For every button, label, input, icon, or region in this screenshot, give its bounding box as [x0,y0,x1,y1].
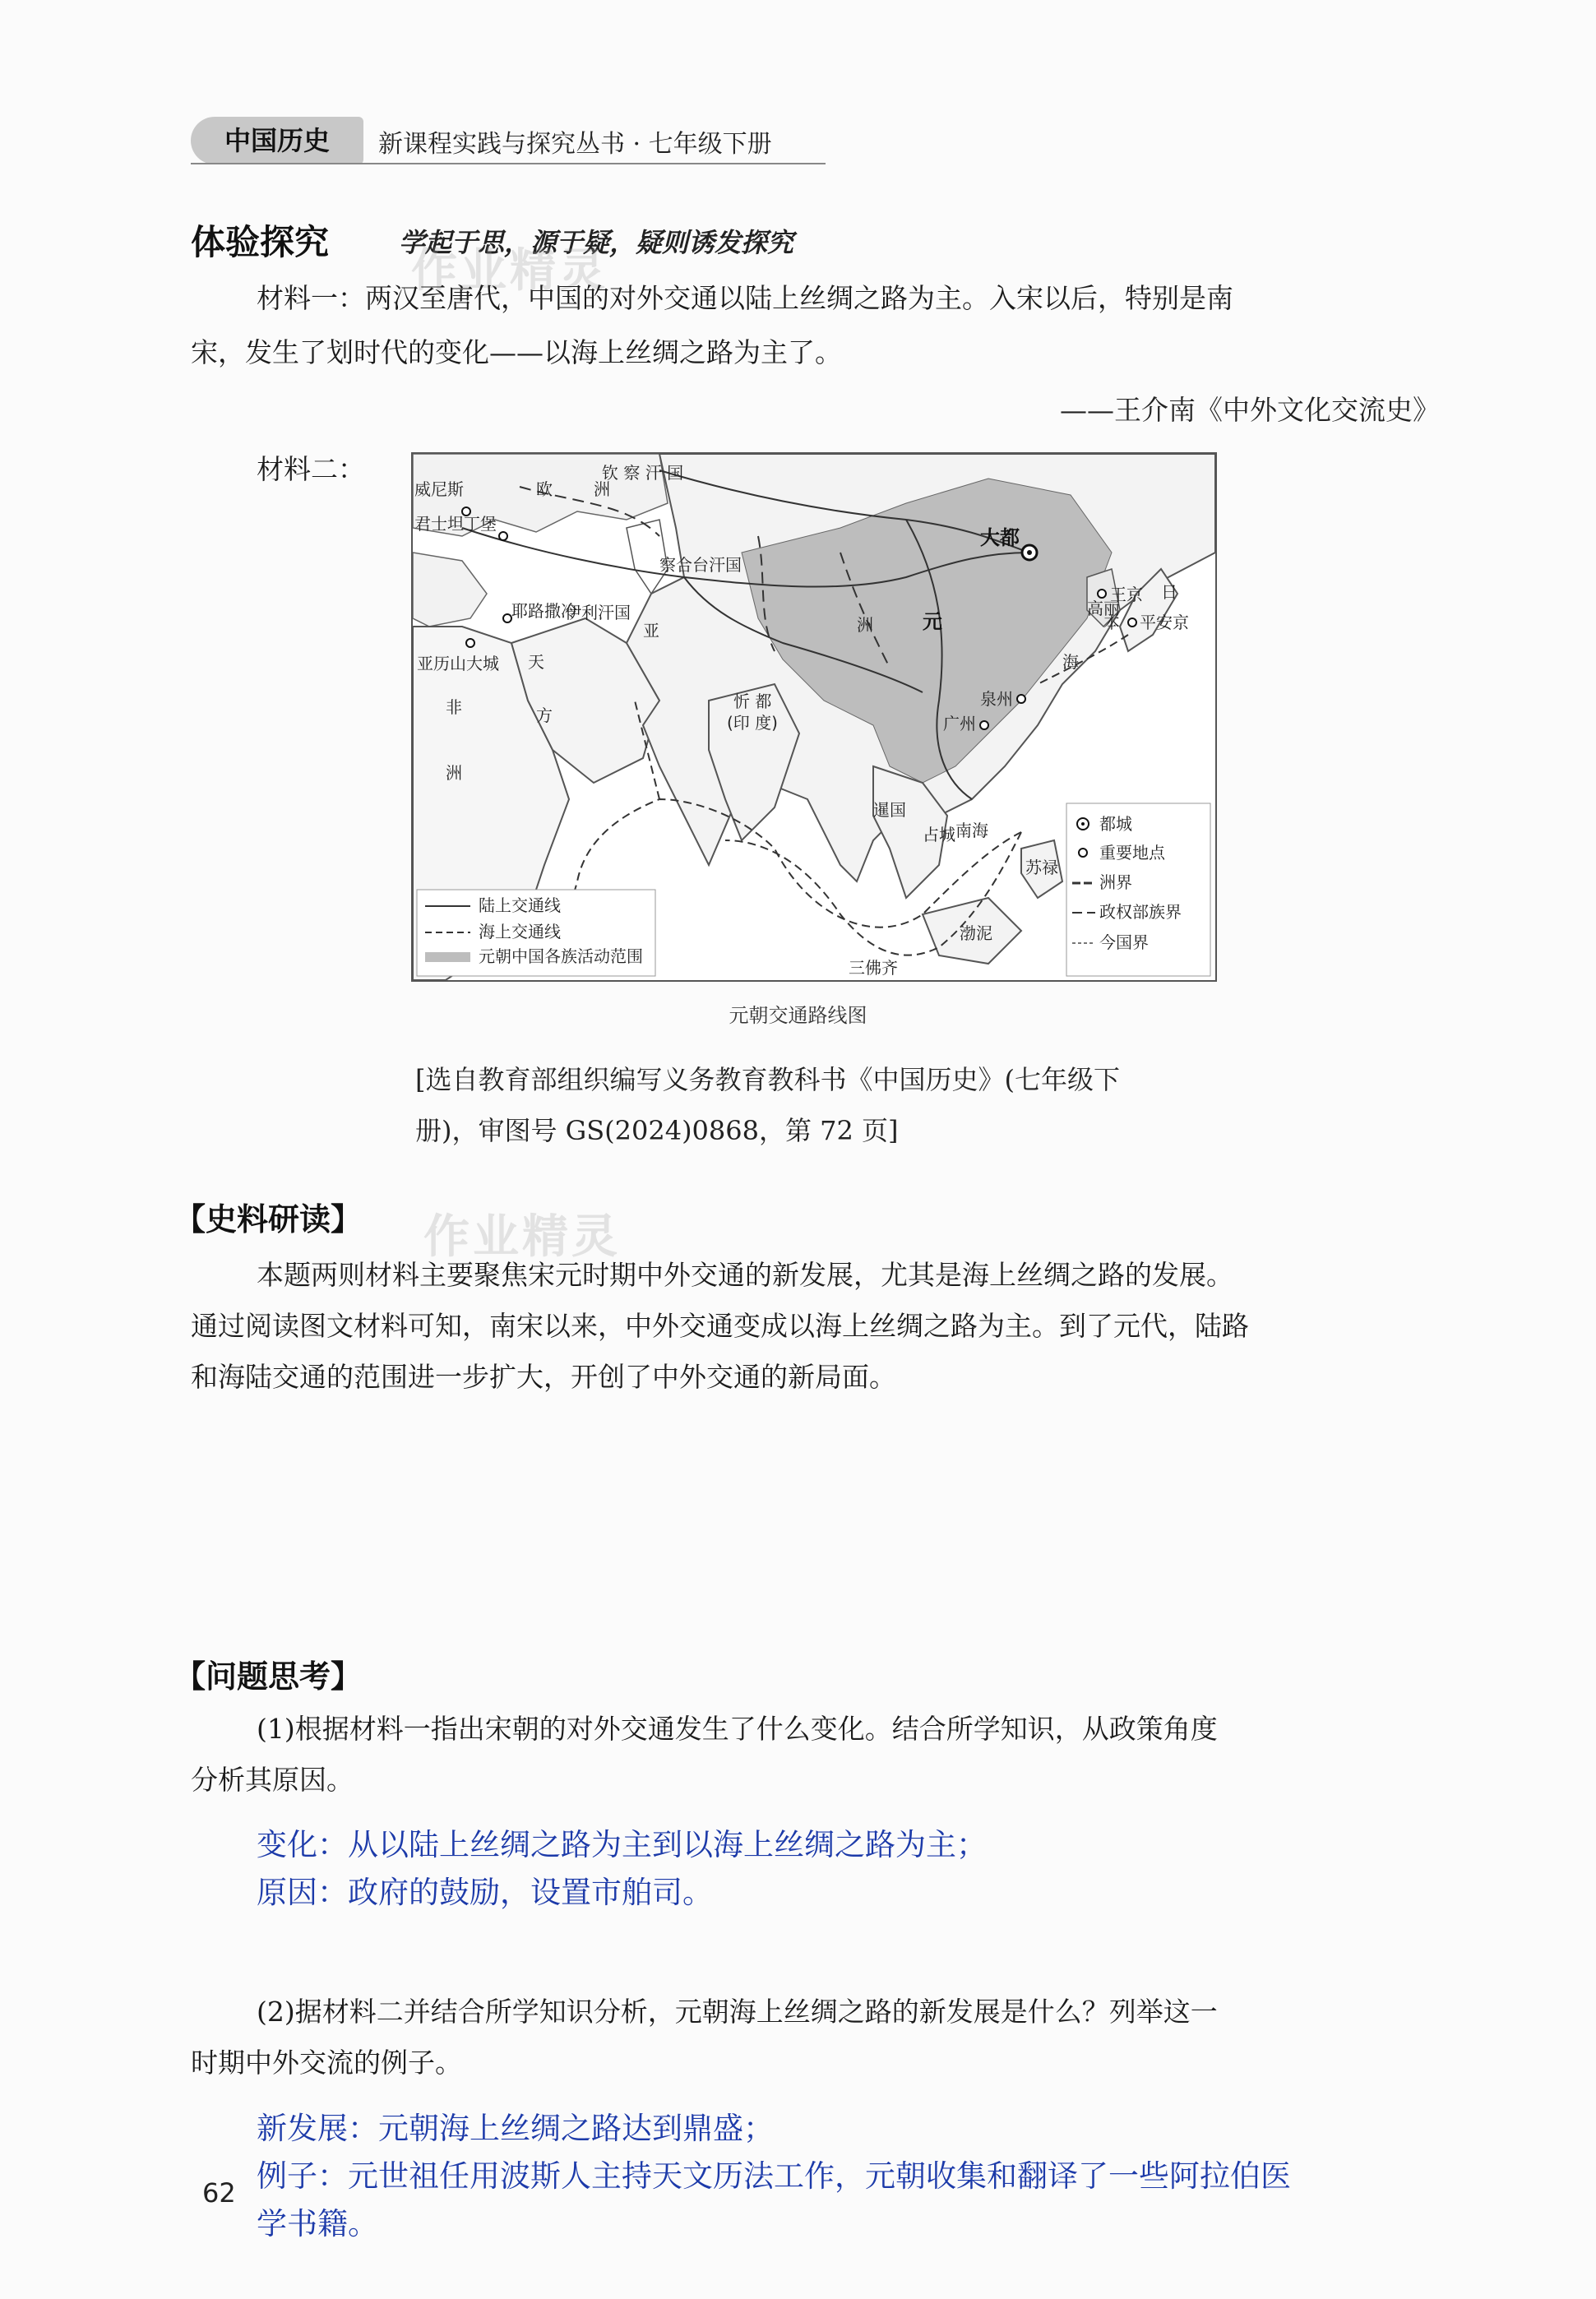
label-xidu: 忻 都 [733,692,772,711]
header-divider [191,163,826,164]
material1-line2: 宋，发生了划时代的变化——以海上丝绸之路为主了。 [191,336,842,368]
legend-nation: 今国界 [1099,932,1149,952]
material2-label: 材料二： [257,453,365,485]
study-heading: 【史料研读】 [174,1201,363,1237]
yuan-transport-map [411,452,1217,982]
legend-sea: 海上交通线 [479,922,561,941]
label-kipchak: 钦 察 汗 国 [602,463,684,483]
map-caption: 元朝交通路线图 [729,1004,867,1027]
book-series-title: 新课程实践与探究丛书 · 七年级下册 [378,130,772,159]
watermark-middle: 作业精灵 [423,1210,621,1264]
label-jerusalem: 耶路撒冷 [511,601,577,621]
material1-line1: 材料一：两汉至唐代，中国的对外交通以陆上丝绸之路为主。入宋以后，特别是南 [257,282,1233,314]
question-1: (1)根据材料一指出宋朝的对外交通发生了什么变化。结合所学知识，从政策角度 分析其原因。 [191,1713,1218,1796]
label-ya: 亚 [643,621,659,641]
label-zhou-eu: 洲 [594,479,610,499]
label-ilkhan: 伊利汗国 [565,603,631,622]
label-constantinople: 君士坦丁堡 [414,514,497,534]
label-guangzhou: 广州 [943,714,976,733]
map-citation: [选自教育部组织编写义务教育教科书《中国历史》(七年级下 册)，审图号 GS(2024)0868，第 72 页] [415,1064,1120,1146]
questions-heading: 【问题思考】 [174,1658,363,1695]
label-sulu: 苏禄 [1025,858,1058,877]
label-dadu: 大都 [980,526,1020,549]
legend-area: 元朝中国各族活动范围 [479,946,643,966]
legend-continent: 洲界 [1099,872,1132,892]
label-quanzhou: 泉州 [980,689,1013,709]
map-graphic [413,454,1215,980]
answer-1: 变化：从以陆上丝绸之路为主到以海上丝绸之路为主； 原因：政府的鼓励，设置市舶司。 [257,1827,987,1910]
legend-land: 陆上交通线 [479,895,561,915]
label-yuan: 元 [923,610,942,633]
answer-2: 新发展：元朝海上丝绸之路达到鼎盛； 例子：元世祖任用波斯人主持天文历法工作，元朝收集和翻译了一些阿拉伯医 学书籍。 [257,2111,1291,2241]
label-gaoli: 高丽 [1087,599,1120,618]
section-subtitle: 学起于思，源于疑，疑则诱发探究 [399,227,794,258]
label-alexandria: 亚历山大城 [417,654,499,673]
label-heian: 平安京 [1140,613,1189,632]
study-text: 本题两则材料主要聚焦宋元时期中外交通的新发展，尤其是海上丝绸之路的发展。 通过阅读图文材料可知，南宋以来，中外交通变成以海上丝绸之路为主。到了元代，陆路 和海陆交通的范围进一步扩大，开创了中外交通的新局面。 [191,1259,1249,1393]
material1-source: ——王介南《中外文化交流史》 [1060,394,1440,426]
legend-regime: 政权部族界 [1099,902,1182,922]
label-ou: 欧 [536,479,553,499]
watermark-top: 作业精灵 [411,244,608,298]
label-ri: 日 [1161,582,1177,602]
label-tianfang: 天 [528,652,544,672]
question-2: (2)据材料二并结合所学知识分析，元朝海上丝绸之路的新发展是什么？列举这一 时期中外交流的例子。 [191,1996,1218,2079]
label-fei: 非 [446,697,462,717]
label-ben: 本 [1103,613,1120,632]
label-sea: 海 [1062,652,1079,672]
label-india: (印 度) [727,713,778,733]
legend-capital: 都城 [1099,814,1132,834]
label-venice: 威尼斯 [414,479,464,499]
label-zhou-asia: 洲 [857,615,873,635]
section-title: 体验探究 [191,222,330,262]
label-chagatai: 察合台汗国 [659,555,742,575]
label-nanhai: 南海 [955,821,988,840]
label-boni: 渤泥 [960,923,992,943]
subject-tab: 中国历史 [191,117,363,164]
label-zhancheng: 占城 [923,825,955,844]
material1-label: 材料一： [257,282,365,314]
page-number: 62 [202,2177,236,2209]
label-zhou-af: 洲 [446,763,462,783]
label-sanfoqi: 三佛齐 [849,958,898,978]
label-xianluo: 暹国 [873,800,906,820]
label-wangjing: 王京 [1110,585,1143,604]
legend-place: 重要地点 [1099,843,1165,863]
label-tianfang2: 方 [536,705,553,725]
